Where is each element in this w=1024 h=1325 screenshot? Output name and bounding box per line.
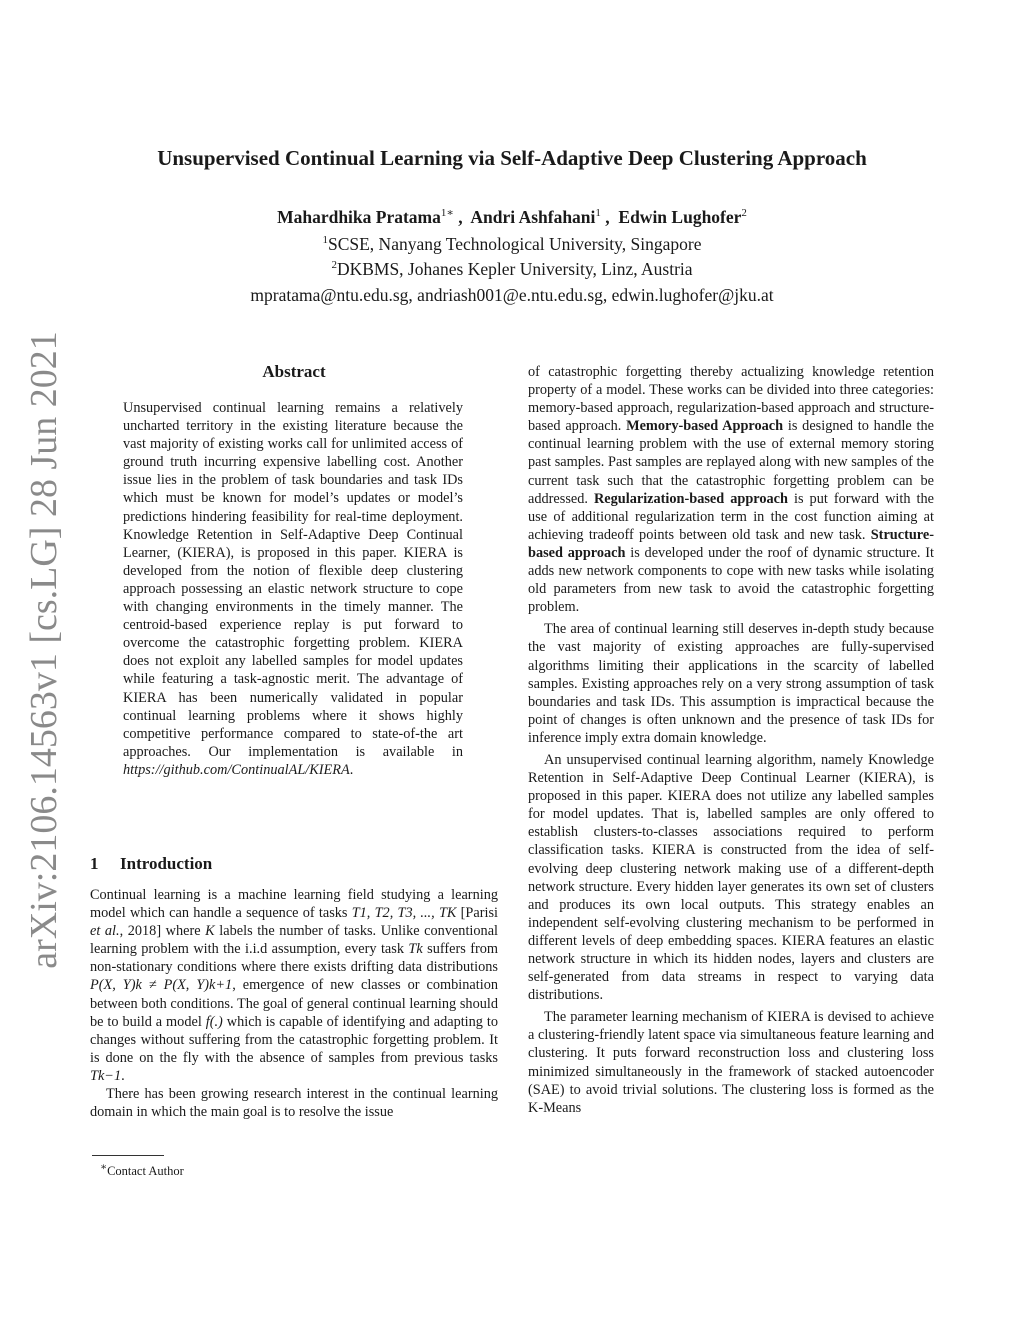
section-title: Introduction xyxy=(120,854,213,873)
right-paragraph-4: The parameter learning mechanism of KIERA is devised to achieve a clustering-friendly latent space via simultaneous feature learning and clustering. It puts forward reconstruction loss and clustering loss minimized simultaneously in the framework of stacked autoencoder (SAE) to avoid trivial solutions. The clustering loss is formed as the K-Means xyxy=(528,1009,934,1116)
footnote-rule xyxy=(92,1155,164,1156)
abstract-text: Unsupervised continual learning remains a relatively uncharted territory in the existing literature because the vast majority of existing works call for unlimited access of ground truth incurring expensive labelling cost. Another issue lies in the problem of task boundaries and task IDs which must be known for model’s updates or model’s predictions hindering feasibility for real-time deployment. Knowledge Retention in Self-Adaptive Deep Continual Learner, (KIERA), is proposed in this paper. KIERA is developed from the notion of flexible deep clustering approach possessing an elastic network structure to cope with changing environments in the timely manner. The centroid-based experience replay is put forward to overcome the catastrophic forgetting problem. KIERA does not exploit any labelled samples for model updates while featuring a task-agnostic merit. The advantage of KIERA has been numerically validated in popular continual learning problems where it shows highly competitive performance compared to state-of-the art approaches. Our implementation is available in xyxy=(123,400,463,760)
right-paragraph-2: The area of continual learning still deserves in-depth study because the vast majority of existing approaches are fully-supervised algorithms limiting their applications in the scarcity of labelled samples. Existing approaches rely on a very strong assumption of task boundaries and task IDs. This assumption is impractical because the point of changes is often unknown and the presence of task IDs for inference imply extra domain knowledge. xyxy=(528,621,934,746)
affiliation-text: SCSE, Nanyang Technological University, Singapore xyxy=(327,234,702,254)
section-number: 1 xyxy=(90,854,99,873)
abstract-body: Unsupervised continual learning remains a relatively uncharted territory in the existing literature because the vast majority of existing works call for unlimited access of ground truth incurring expensive labelling cost. Another issue lies in the problem of task boundaries and task IDs which must be known for model’s updates or model’s predictions hindering feasibility for real-time deployment. Knowledge Retention in Self-Adaptive Deep Continual Learner, (KIERA), is proposed in this paper. KIERA is developed from the notion of flexible deep clustering approach possessing an elastic network structure to cope with changing environments in the timely manner. The centroid-based experience replay is put forward to overcome the catastrophic forgetting problem. KIERA does not exploit any labelled samples for model updates while featuring a task-agnostic merit. The advantage of KIERA has been numerically validated in popular continual learning problems where it shows highly competitive performance compared to state-of-the art approaches. Our implementation is available in https://github.com/ContinualAL/KIERA. xyxy=(123,400,463,778)
author-emails: mpratama@ntu.edu.sg, andriash001@e.ntu.edu.sg, edwin.lughofer@jku.at xyxy=(250,285,774,305)
affiliation xyxy=(0,259,1024,280)
author-name: Mahardhika Pratama xyxy=(277,206,441,227)
author-name: Edwin Lughofer xyxy=(618,206,742,227)
author-affil-mark: 1∗ xyxy=(440,207,454,219)
affiliation xyxy=(0,234,1024,255)
author-affil-mark: 2 xyxy=(741,207,747,219)
intro-paragraph-1: Continual learning is a machine learning field studying a learning model which can handle a sequence of tasks T1, T2, T3, ..., TK [Parisi et al., 2018] where K labels the number of tasks. Unlike conventional learning problem with the i.i.d assumption, every task Tk suffers from non-stationary conditions where there exists drifting data distributions P(X, Y)k ≠ P(X, Y)k+1, emergence of new classes or combination between both conditions. The goal of general continual learning should be to build a model f(.) which is capable of identifying and adapting to changes without suffering from the catastrophic forgetting problem. It is done on the fly with the absence of samples from previous tasks Tk−1. xyxy=(90,887,499,1084)
intro-column xyxy=(90,886,498,1121)
author-affil-mark: 1 xyxy=(595,207,601,219)
right-paragraph-3: An unsupervised continual learning algorithm, namely Knowledge Retention in Self-Adaptive Deep Continual Learner (KIERA), is proposed in this paper. KIERA does not utilize any labelled samples for model updates. That is, labelled samples are only offered to establish clusters-to-classes associations required to perform classification tasks. KIERA is constructed from the idea of self-evolving deep clustering network making use of a different-depth network structure. Every hidden layer generates its own set of clusters and produces its own local outputs. This strategy enables an independent self-evolving clustering mechanism to be performed in different levels of deep embedding spaces. KIERA features an elastic network structure in which its hidden nodes, layers and clusters are self-generated from data streams in respect to varying data distributions. xyxy=(528,751,934,1004)
abstract-heading: Abstract xyxy=(262,362,326,381)
footnote: ∗Contact Author xyxy=(100,1162,184,1179)
author-name: Andri Ashfahani xyxy=(470,206,596,227)
right-paragraph-1: of catastrophic forgetting thereby actualizing knowledge retention property of a model. These works can be divided into three categories: memory-based approach, regularization-based approach and structure-based approach. Memory-based Approach is designed to handle the continual learning problem with the use of external memory storing past samples. Past samples are replayed along with new samples of the current task such that the catastrophic forgetting problem can be addressed. Regularization-based approach is put forward with the use of additional regularization term in the cost function aiming at achieving tradeoff points between old task and new task. Structure-based approach is developed under the roof of dynamic structure. It adds new network components to cope with new tasks while isolating old parameters from new task to avoid the catastrophic forgetting problem. xyxy=(528,364,935,616)
author-list: Mahardhika Pratama$^{1∗}$ , Andri Ashfahani$^1$ , Edwin Lughofer$^2$ xyxy=(277,206,747,227)
right-column xyxy=(528,363,934,1117)
intro-paragraph-2: There has been growing research interest in the continual learning domain in which the main goal is to resolve the issue xyxy=(90,1086,498,1121)
arxiv-stamp: arXiv:2106.14563v1 [cs.LG] 28 Jun 2021 xyxy=(23,331,65,969)
distribution-inequality: P(X, Y)k ≠ P(X, Y)k+1 xyxy=(90,977,233,994)
task-sequence: T1, T2, T3, ..., TK xyxy=(351,905,457,922)
affiliation-mark: 1 xyxy=(322,234,328,247)
code-link[interactable]: https://github.com/ContinualAL/KIERA xyxy=(123,761,350,778)
affiliation-mark: 2 xyxy=(331,259,337,272)
affiliation-text: DKBMS, Johanes Kepler University, Linz, Austria xyxy=(336,259,693,279)
paper-title: Unsupervised Continual Learning via Self-Adaptive Deep Clustering Approach xyxy=(157,146,867,170)
section-heading-introduction xyxy=(90,854,212,874)
